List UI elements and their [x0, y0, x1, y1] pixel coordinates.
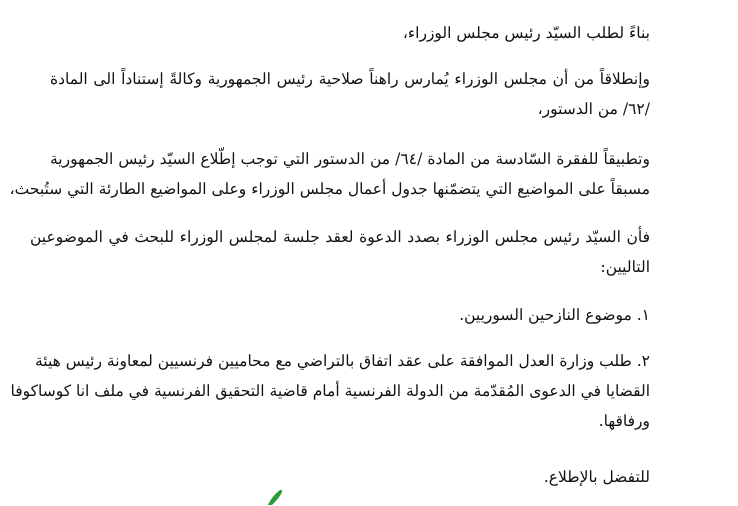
paragraph-line: التاليين: — [600, 258, 650, 276]
opening-line: بناءً لطلب السيّد رئيس مجلس الوزراء، — [402, 24, 650, 42]
list-item: ١. موضوع النازحين السوريين. — [459, 306, 650, 324]
paragraph-line: فأن السيّد رئيس مجلس الوزراء بصدد الدعوة لعقد جلسة لمجلس الوزراء للبحث في الموضوعين — [30, 228, 650, 246]
paragraph-line: وتطبيقاً للفقرة السّادسة من المادة /٦٤/ من الدستور التي توجب إطّلاع السيّد رئيس الجمهورية — [50, 150, 650, 168]
green-stamp-mark — [262, 486, 302, 506]
paragraph-line: /٦٢/ من الدستور، — [537, 100, 650, 118]
list-item-continuation: ورفاقها. — [598, 412, 650, 430]
closing-line: للتفضل بالإطلاع. — [543, 468, 650, 486]
paragraph-line: وإنطلاقاً من أن مجلس الوزراء يُمارس راهناً صلاحية رئيس الجمهورية وكالةً إستناداً الى المادة — [50, 70, 650, 88]
list-item-continuation: القضايا في الدعوى المُقدّمة من الدولة الفرنسية أمام قاضية التحقيق الفرنسية في ملف انا كوساكوفا — [10, 382, 650, 400]
paragraph-line: مسبقاً على المواضيع التي يتضمّنها جدول أعمال مجلس الوزراء وعلى المواضيع الطارئة التي ستُبحث، — [9, 180, 650, 198]
list-item: ٢. طلب وزارة العدل الموافقة على عقد اتفاق بالتراضي مع محاميين فرنسيين لمعاونة رئيس هيئة — [34, 352, 650, 370]
